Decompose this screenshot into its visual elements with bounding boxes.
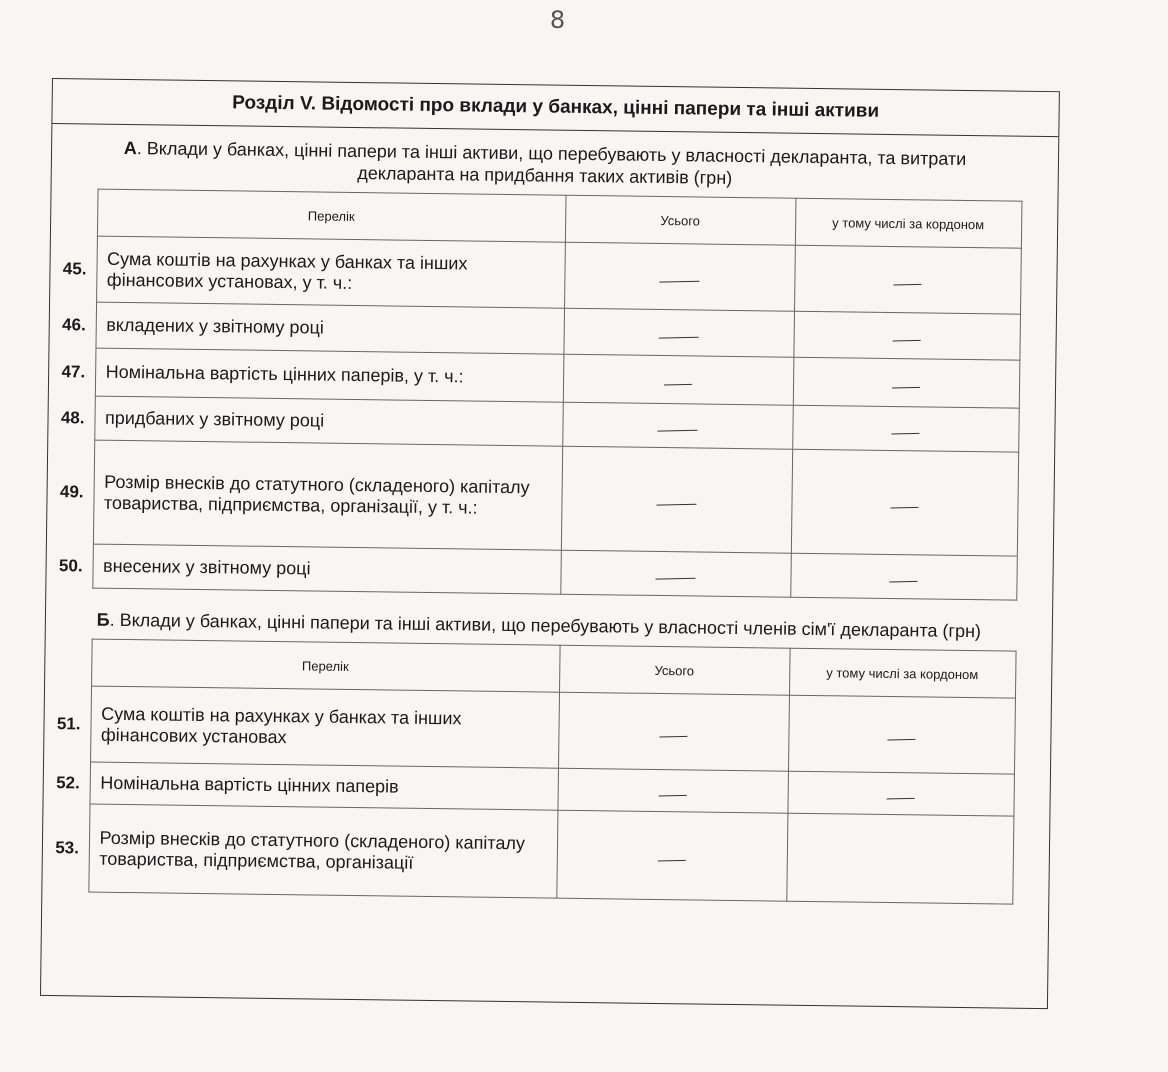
row-label: Сума коштів на рахунках у банках та інших фінансових установах, у т. ч.: bbox=[96, 236, 565, 308]
header-total: Усього bbox=[565, 195, 796, 245]
total-value-cell[interactable] bbox=[562, 402, 793, 449]
row-number: 47. bbox=[61, 361, 86, 381]
row-number: 49. bbox=[59, 481, 84, 501]
dash-mark bbox=[655, 578, 695, 580]
dash-mark bbox=[657, 430, 697, 432]
total-value-cell[interactable] bbox=[563, 354, 794, 405]
dash-mark bbox=[890, 507, 918, 509]
abroad-value-cell[interactable] bbox=[790, 553, 1017, 600]
dash-mark bbox=[893, 340, 921, 342]
part-b-letter: Б bbox=[96, 609, 110, 630]
row-number: 52. bbox=[56, 772, 80, 792]
header-list: Перелік bbox=[91, 639, 560, 692]
part-a-letter: А bbox=[123, 137, 137, 159]
row-label: вкладених у звітному році bbox=[95, 302, 564, 354]
table-row bbox=[93, 440, 1018, 556]
dash-mark bbox=[893, 284, 921, 286]
table-row bbox=[88, 804, 1013, 904]
dash-mark bbox=[659, 736, 687, 738]
row-label: внесених у звітному році bbox=[92, 544, 561, 594]
header-total: Усього bbox=[559, 645, 790, 695]
table-row bbox=[90, 686, 1015, 774]
row-label: придбаних у звітному році bbox=[94, 396, 563, 446]
header-abroad: у тому числі за кордоном bbox=[795, 198, 1022, 248]
abroad-value-cell[interactable] bbox=[787, 771, 1014, 816]
header-abroad: у тому числі за кордоном bbox=[789, 648, 1016, 698]
dash-mark bbox=[891, 433, 919, 435]
row-number: 48. bbox=[60, 407, 85, 427]
part-b-table bbox=[55, 639, 1016, 905]
dash-mark bbox=[887, 798, 915, 800]
part-a-title-text: . Вклади у банках, цінні папери та інші активи, що перебувають у власності декларанта, та витрати декларанта на придбання таких активів (грн) bbox=[136, 138, 967, 188]
dash-mark bbox=[892, 387, 920, 389]
abroad-value-cell[interactable] bbox=[794, 245, 1021, 314]
part-b-title bbox=[86, 608, 992, 642]
total-value-cell[interactable] bbox=[560, 550, 791, 597]
row-label: Розмір внесків до статутного (складеного) капіталу товариства, підприємства, організації bbox=[88, 804, 557, 898]
dash-mark bbox=[664, 384, 692, 386]
part-a-table bbox=[58, 189, 1022, 601]
abroad-value-cell[interactable] bbox=[786, 813, 1013, 904]
row-label: Номінальна вартість цінних паперів, у т. ч.: bbox=[95, 348, 564, 402]
row-number: 53. bbox=[55, 837, 80, 857]
row-number: 46. bbox=[62, 314, 86, 334]
page-number: 8 bbox=[549, 6, 566, 34]
total-value-cell[interactable] bbox=[563, 308, 794, 357]
row-number: 45. bbox=[62, 258, 87, 278]
dash-mark bbox=[659, 337, 699, 339]
total-value-cell[interactable] bbox=[558, 692, 789, 771]
total-value-cell[interactable] bbox=[557, 768, 788, 813]
row-number: 51. bbox=[56, 713, 81, 733]
abroad-value-cell[interactable] bbox=[793, 311, 1020, 360]
header-list: Перелік bbox=[97, 189, 566, 242]
row-label: Сума коштів на рахунках у банках та інших фінансових установах bbox=[90, 686, 559, 768]
row-number: 50. bbox=[58, 555, 83, 575]
abroad-value-cell[interactable] bbox=[792, 405, 1019, 452]
section-title: Розділ V. Відомості про вклади у банках, цінні папери та інші активи bbox=[52, 79, 1059, 137]
dash-mark bbox=[887, 739, 915, 741]
abroad-value-cell[interactable] bbox=[793, 357, 1020, 408]
dash-mark bbox=[659, 281, 699, 283]
total-value-cell[interactable] bbox=[556, 810, 787, 901]
row-label: Розмір внесків до статутного (складеного) капіталу товариства, підприємства, організації, у т. ч.: bbox=[93, 440, 562, 550]
table-row bbox=[96, 236, 1021, 314]
row-label: Номінальна вартість цінних паперів bbox=[89, 762, 558, 810]
dash-mark bbox=[658, 860, 686, 862]
part-b-title-text: . Вклади у банках, цінні папери та інші активи, що перебувають у власності членів сім'ї декларанта (грн) bbox=[109, 609, 982, 642]
declaration-section-frame bbox=[40, 78, 1060, 1009]
dash-mark bbox=[656, 504, 696, 506]
dash-mark bbox=[659, 795, 687, 797]
total-value-cell[interactable] bbox=[564, 242, 795, 311]
abroad-value-cell[interactable] bbox=[791, 449, 1018, 556]
part-a-title bbox=[92, 137, 998, 193]
dash-mark bbox=[889, 581, 917, 583]
total-value-cell[interactable] bbox=[561, 446, 792, 553]
abroad-value-cell[interactable] bbox=[788, 695, 1015, 774]
